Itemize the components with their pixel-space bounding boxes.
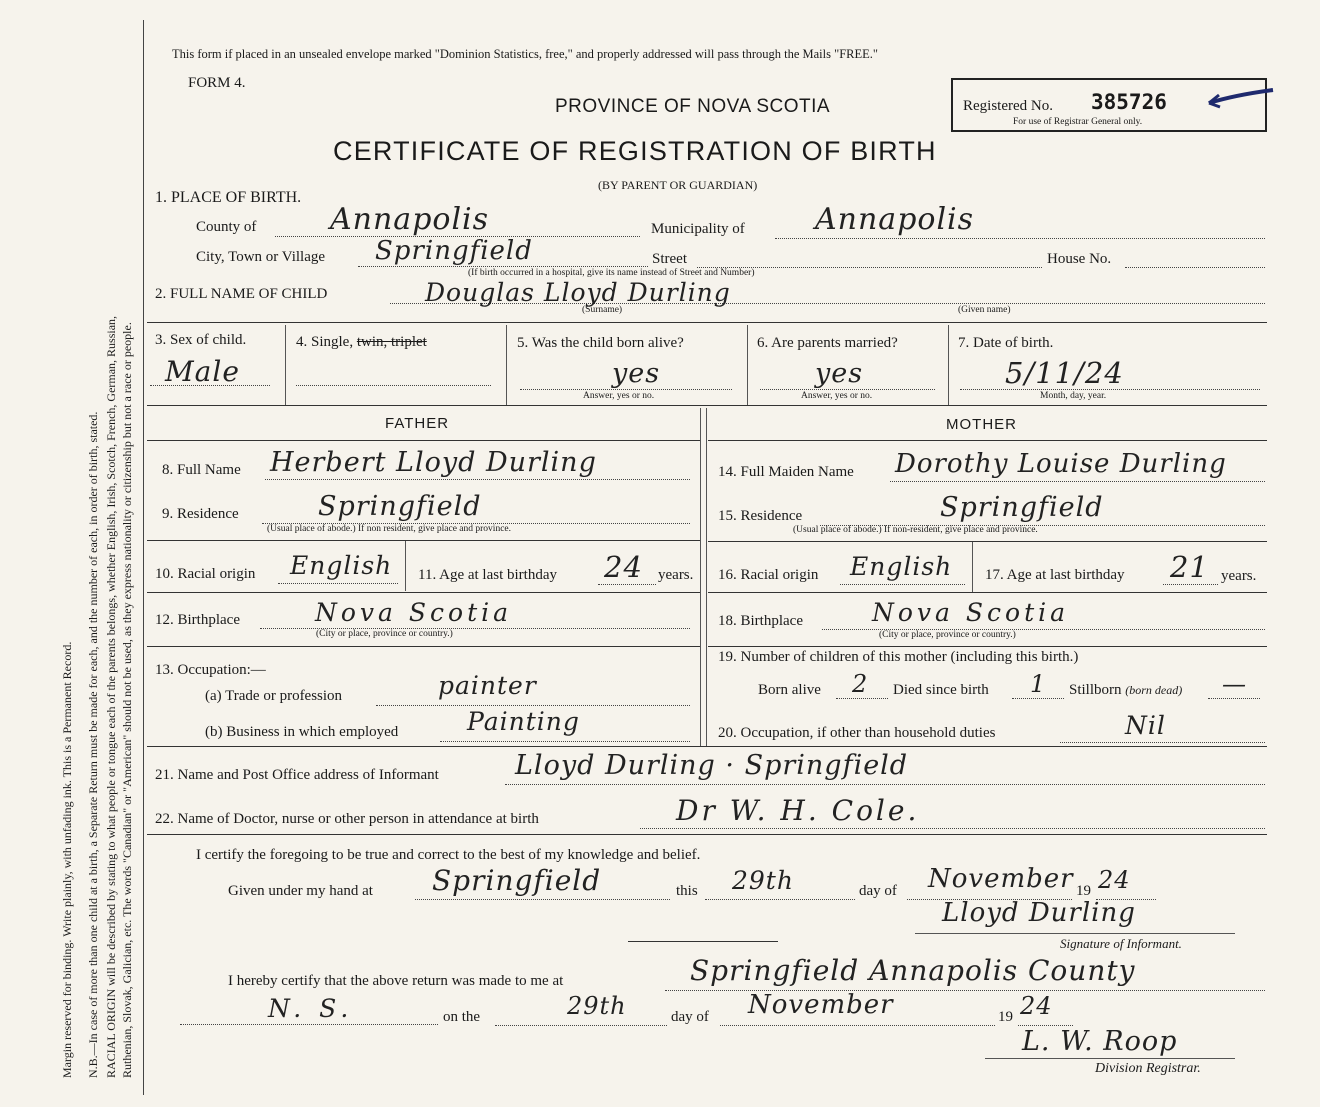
parents-divider [700, 408, 701, 746]
mother-race-value: English [850, 552, 953, 581]
given-year-value: 24 [1098, 866, 1131, 894]
row-divider [147, 540, 700, 541]
father-years-label: years. [658, 567, 694, 583]
father-name-label: 8. Full Name [162, 462, 241, 478]
stillborn-text: Stillborn [1069, 682, 1122, 698]
registrar-signature: L. W. Roop [1022, 1026, 1178, 1057]
born-alive-count-value: 2 [852, 670, 869, 698]
row-divider [708, 646, 1267, 647]
arrow-mark-icon [1205, 85, 1277, 111]
margin-note-2: N.B.—In case of more than one child at a birth, a Separate Return must be made for each, and the number of each, in order of birth, stated. [86, 411, 100, 1078]
column-divider [972, 542, 973, 592]
father-birthplace-note: (City or place, province or country.) [316, 629, 453, 639]
father-business-value: Painting [467, 707, 580, 736]
surname-note: (Surname) [582, 305, 623, 315]
father-residence-label: 9. Residence [162, 506, 239, 522]
row-divider [147, 405, 1267, 406]
column-divider [948, 325, 949, 405]
mother-birthplace-label: 18. Birthplace [718, 613, 803, 629]
stillborn-note: (born dead) [1125, 683, 1183, 697]
registrar-month-line [720, 1025, 995, 1026]
married-note: Answer, yes or no. [801, 391, 873, 401]
date-of-birth-line [960, 389, 1260, 390]
province-heading: PROVINCE OF NOVA SCOTIA [555, 96, 831, 117]
father-trade-label: (a) Trade or profession [205, 688, 343, 704]
stillborn-value: — [1222, 670, 1247, 698]
father-age-label: 11. Age at last birthday [418, 567, 557, 583]
margin-note-1: Margin reserved for binding. Write plainly, with unfading ink. This is a Permanent Record. [60, 641, 74, 1078]
registrar-day-of-label: day of [671, 1009, 709, 1025]
doctor-value: Dr W. H. Cole. [676, 794, 920, 827]
father-occupation-label: 13. Occupation:— [155, 662, 266, 678]
born-alive-line [520, 389, 732, 390]
separator-rule [628, 941, 778, 942]
row-divider [708, 541, 1267, 542]
informant-line [505, 784, 1265, 785]
registrar-year-prefix: 19 [998, 1009, 1013, 1025]
informant-signature-label: Signature of Informant. [1060, 936, 1182, 951]
married-line [760, 389, 935, 390]
county-label: County of [196, 219, 257, 235]
mother-name-line [890, 481, 1265, 482]
mother-age-line [1163, 584, 1218, 585]
registrar-signature-label: Division Registrar. [1095, 1061, 1201, 1076]
registered-label: Registered No. [963, 98, 1053, 114]
mother-occupation-label: 20. Occupation, if other than household duties [718, 725, 996, 741]
county-value: Annapolis [330, 202, 490, 237]
informant-value: Lloyd Durling · Springfield [515, 750, 909, 781]
given-year-prefix: 19 [1076, 883, 1091, 899]
sex-label: 3. Sex of child. [155, 332, 247, 348]
mother-birthplace-value: Nova Scotia [872, 598, 1070, 627]
registrar-month-value: November [748, 990, 894, 1020]
father-heading: FATHER [385, 415, 450, 432]
municipality-value: Annapolis [815, 202, 975, 237]
date-of-birth-value: 5/11/24 [1005, 356, 1124, 390]
doctor-line [640, 828, 1265, 829]
mother-occupation-value: Nil [1125, 711, 1166, 740]
father-residence-value: Springfield [318, 491, 482, 522]
row-divider [147, 592, 700, 593]
row-divider [147, 322, 1267, 323]
died-value: 1 [1030, 670, 1047, 698]
registrar-place2-line [180, 1024, 438, 1025]
twin-triplet-struck: twin, triplet [356, 334, 427, 350]
child-name-value: Douglas Lloyd Durling [425, 278, 731, 307]
date-of-birth-label: 7. Date of birth. [958, 335, 1054, 351]
row-divider [147, 646, 700, 647]
father-trade-line [376, 705, 690, 706]
sex-value: Male [165, 355, 240, 388]
mother-occupation-line [1060, 742, 1265, 743]
born-alive-count-line [836, 698, 888, 699]
married-label: 6. Are parents married? [757, 335, 898, 351]
stillborn-line [1208, 698, 1260, 699]
mother-race-line [840, 584, 965, 585]
place-of-birth-heading: 1. PLACE OF BIRTH. [155, 189, 302, 206]
born-alive-note: Answer, yes or no. [583, 391, 655, 401]
father-birthplace-label: 12. Birthplace [155, 612, 240, 628]
born-alive-label: 5. Was the child born alive? [517, 335, 684, 351]
margin-note-3: RACIAL ORIGIN will be described by stating to what people or tongue each of the parents belongs, whether English, Irish, Scotch, French, German, Russian, [104, 315, 118, 1078]
margin-note-4: Ruthenian, Slovak, Galician, etc. The words "Canadian" or "American" should not be used, as they express nationality or citizenship but not a race or people. [120, 322, 134, 1078]
father-race-line [278, 583, 398, 584]
house-number-label: House No. [1047, 251, 1112, 267]
margin-rule [143, 20, 144, 1095]
registrar-year-value: 24 [1020, 992, 1053, 1020]
certificate-title: CERTIFICATE OF REGISTRATION OF BIRTH [333, 136, 937, 166]
city-value: Springfield [375, 236, 533, 266]
born-alive-count-label: Born alive [758, 682, 821, 698]
given-under-label: Given under my hand at [228, 883, 373, 899]
municipality-label: Municipality of [651, 221, 745, 237]
certificate-subtitle: (BY PARENT OR GUARDIAN) [598, 178, 758, 192]
registrar-on-label: on the [443, 1009, 481, 1025]
mother-heading-rule [708, 440, 1267, 441]
father-age-value: 24 [604, 550, 643, 584]
given-day-of-label: day of [859, 883, 897, 899]
mother-name-value: Dorothy Louise Durling [895, 449, 1227, 479]
column-divider [506, 325, 507, 405]
single-line [296, 385, 491, 386]
mother-years-label: years. [1221, 568, 1257, 584]
given-place-value: Springfield [432, 864, 602, 897]
mother-birthplace-note: (City or place, province or country.) [879, 630, 1016, 640]
column-divider [747, 325, 748, 405]
given-place-line [415, 899, 670, 900]
informant-signature-line [915, 933, 1235, 934]
city-line [358, 266, 648, 267]
registrar-day-value: 29th [567, 992, 627, 1020]
hospital-note: (If birth occurred in a hospital, give its name instead of Street and Number) [468, 268, 755, 278]
father-business-label: (b) Business in which employed [205, 724, 399, 740]
informant-label: 21. Name and Post Office address of Informant [155, 767, 439, 783]
doctor-label: 22. Name of Doctor, nurse or other person in attendance at birth [155, 811, 539, 827]
mother-age-label: 17. Age at last birthday [985, 567, 1125, 583]
form-number: FORM 4. [188, 75, 246, 91]
given-name-note: (Given name) [958, 305, 1011, 315]
father-name-line [265, 479, 690, 480]
registered-number: 385726 [1091, 90, 1167, 114]
father-race-value: English [290, 551, 393, 580]
mother-residence-label: 15. Residence [718, 508, 803, 524]
single-text: 4. Single, [296, 334, 354, 350]
mother-residence-note: (Usual place of abode.) If non-resident, give place and province. [793, 525, 1038, 535]
postal-note: This form if placed in an unsealed envelope marked "Dominion Statistics, free," and properly addressed will pass through the Mails "FREE." [172, 47, 879, 61]
mother-race-label: 16. Racial origin [718, 567, 819, 583]
column-divider [285, 325, 286, 405]
born-alive-value: yes [612, 358, 661, 389]
house-number-line [1125, 267, 1265, 268]
row-divider [147, 746, 1267, 747]
registrar-day-line [495, 1025, 667, 1026]
mother-children-label: 19. Number of children of this mother (including this birth.) [718, 649, 1079, 665]
street-label: Street [652, 251, 687, 267]
died-line [1012, 698, 1064, 699]
date-of-birth-note: Month, day, year. [1040, 391, 1107, 401]
city-label: City, Town or Village [196, 249, 326, 265]
row-divider [147, 834, 1267, 835]
informant-signature: Lloyd Durling [942, 898, 1136, 928]
father-race-label: 10. Racial origin [155, 566, 256, 582]
father-birthplace-value: Nova Scotia [315, 598, 513, 627]
municipality-line [775, 238, 1265, 239]
child-name-label: 2. FULL NAME OF CHILD [155, 286, 328, 302]
certification-statement: I certify the foregoing to be true and correct to the best of my knowledge and belief. [196, 847, 701, 863]
single-label [296, 334, 427, 351]
given-day-value: 29th [732, 866, 794, 895]
given-day-line [705, 899, 855, 900]
father-business-line [440, 741, 690, 742]
registrar-general-note: For use of Registrar General only. [1013, 117, 1143, 127]
father-age-line [598, 584, 656, 585]
mother-residence-value: Springfield [940, 492, 1104, 523]
father-residence-note: (Usual place of abode.) If non resident, give place and province. [267, 524, 511, 534]
this-label: this [676, 883, 698, 899]
given-month-value: November [928, 864, 1074, 894]
father-heading-rule [147, 440, 700, 441]
father-trade-value: painter [438, 671, 537, 700]
married-value: yes [815, 358, 864, 389]
registrar-place-value: Springfield Annapolis County [690, 954, 1136, 987]
sex-line [150, 385, 270, 386]
registrar-place2-value: N. S. [268, 994, 354, 1023]
mother-heading: MOTHER [946, 416, 1017, 433]
row-divider [708, 592, 1267, 593]
registrar-signature-line [985, 1058, 1235, 1059]
registrar-statement: I hereby certify that the above return was made to me at [228, 973, 564, 989]
died-label: Died since birth [893, 682, 989, 698]
mother-age-value: 21 [1170, 550, 1209, 584]
column-divider [405, 541, 406, 591]
parents-divider [706, 408, 707, 746]
mother-name-label: 14. Full Maiden Name [718, 464, 854, 480]
stillborn-label [1069, 682, 1182, 699]
father-name-value: Herbert Lloyd Durling [270, 447, 597, 478]
